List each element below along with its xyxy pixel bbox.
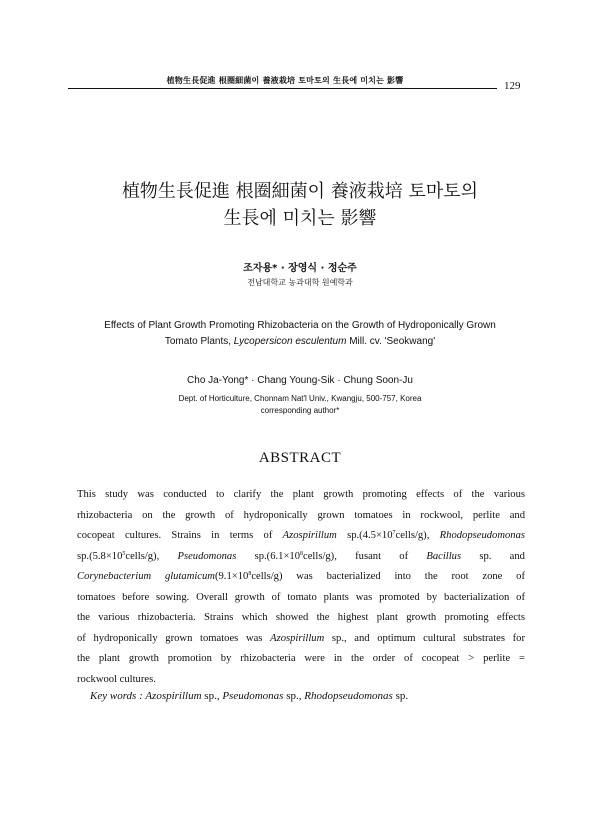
english-title-line-2-pre: Tomato Plants,	[164, 336, 234, 347]
keywords-label: Key words :	[90, 690, 146, 702]
english-title-species: Lycopersicon esculentum	[233, 336, 347, 347]
exponent: 8	[248, 571, 252, 577]
abstract-line-2: rhizobacteria on the growth of hydroponically grown tomatoes in rockwool, perlite and	[77, 509, 525, 521]
abstract-text: sp.(4.5×10	[336, 530, 393, 541]
keywords	[90, 690, 408, 702]
abstract-text: sp. and	[461, 550, 525, 562]
abstract-body	[77, 485, 525, 690]
exponent: 8	[300, 550, 304, 557]
english-affiliation-line-1: Dept. of Horticulture, Chonnam Nat'l Univ., Kwangju, 500-757, Korea	[178, 394, 422, 403]
species-name: Azospirillum	[270, 632, 325, 644]
keyword-separator: sp.,	[283, 690, 305, 702]
abstract-text: sp.(6.1×10	[236, 550, 301, 562]
abstract-line-4	[77, 547, 525, 568]
running-head: 植物生長促進 根圈細菌이 養液栽培 토마토의 生長에 미치는 影響	[166, 76, 404, 85]
english-affiliation-line-2: corresponding author*	[260, 406, 340, 415]
korean-title-line-1: 植物生長促進 根圈細菌이 養液栽培 토마토의	[121, 181, 479, 202]
species-name: Rhodopseudomonas	[439, 530, 526, 541]
abstract-text: (9.1×10	[214, 571, 249, 582]
korean-title-line-2: 生長에 미치는 影響	[223, 208, 377, 229]
keyword: Rhodopseudomonas	[304, 690, 393, 702]
abstract-line-3	[77, 526, 525, 547]
header-rule	[68, 88, 497, 89]
english-title	[60, 318, 540, 350]
english-affiliation	[60, 393, 540, 417]
abstract-text: of hydroponically grown tomatoes was	[77, 632, 271, 644]
abstract-text: sp.(5.8×10	[77, 550, 123, 562]
keyword-separator: sp.,	[201, 690, 223, 702]
abstract-text: cells/g) was bacterialized into the root zone of	[251, 571, 525, 582]
keyword-separator: sp.	[392, 690, 409, 702]
abstract-line-6: tomatoes before sowing. Overall growth of tomato plants was promoted by bacterialization of	[77, 591, 525, 603]
abstract-text: cells/g),	[125, 550, 178, 562]
english-title-line-2	[60, 334, 540, 350]
abstract-line-1: This study was conducted to clarify the plant growth promoting effects of the various	[77, 489, 525, 500]
korean-affiliation: 전남대학교 농과대학 원예학과	[247, 278, 353, 287]
abstract-line-10: rockwool cultures.	[77, 673, 156, 685]
exponent: 5	[122, 550, 126, 557]
english-title-line-2-post: Mill. cv. 'Seokwang'	[346, 336, 436, 347]
species-name: Azospirillum	[282, 530, 337, 541]
abstract-line-9: the plant growth promotion by rhizobacteria were in the order of cocopeat > perlite =	[77, 653, 525, 664]
korean-authors: 조자용* · 장영식 · 정순주	[243, 263, 357, 274]
species-name: Pseudomonas	[177, 550, 237, 562]
abstract-line-7: the various rhizobacteria. Strains which showed the highest plant growth promoting effects	[77, 612, 525, 623]
abstract-text: sp., and optimum cultural substrates for	[324, 632, 526, 644]
abstract-text: cells/g),	[395, 530, 440, 541]
keyword: Pseudomonas	[222, 690, 284, 702]
english-title-line-1: Effects of Plant Growth Promoting Rhizobacteria on the Growth of Hydroponically Grown	[104, 320, 496, 331]
keyword: Azospirillum	[145, 690, 202, 702]
species-name: Bacillus	[426, 550, 462, 562]
abstract-line-5	[77, 567, 525, 588]
english-authors: Cho Ja-Yong* · Chang Young-Sik · Chung Soon-Ju	[187, 375, 413, 386]
abstract-text: cells/g), fusant of	[303, 550, 427, 562]
abstract-line-8	[77, 629, 525, 650]
exponent: 7	[392, 530, 396, 536]
species-name: Corynebacterium glutamicum	[77, 571, 215, 582]
abstract-heading: ABSTRACT	[258, 450, 342, 466]
page-number: 129	[504, 80, 521, 92]
abstract-text: cocopeat cultures. Strains in terms of	[77, 530, 283, 541]
korean-title	[60, 178, 540, 232]
